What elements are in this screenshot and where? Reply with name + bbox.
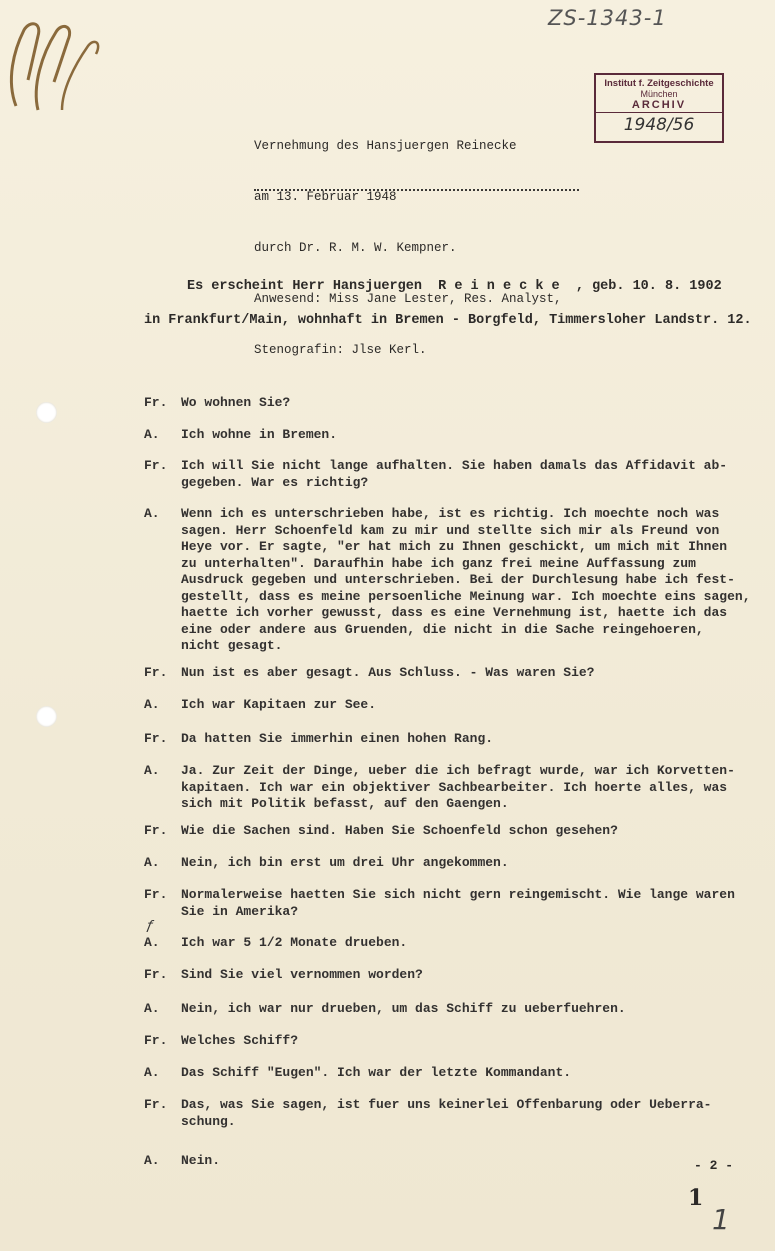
- speaker-label: A.: [144, 1001, 160, 1016]
- entry-text: Sind Sie viel vernommen worden?: [181, 967, 423, 982]
- speaker-label: Fr.: [144, 458, 168, 473]
- entry-text: Ich wohne in Bremen.: [181, 427, 338, 442]
- transcript-entry: [144, 887, 754, 920]
- transcript-entry: [144, 1001, 754, 1018]
- stamp-archive: ARCHIV: [596, 99, 722, 113]
- speaker-label: A.: [144, 1153, 160, 1168]
- speaker-label: A.: [144, 855, 160, 870]
- transcript-entry: [144, 967, 754, 984]
- transcript-entry: [144, 458, 754, 491]
- transcript-entry: [144, 1065, 754, 1082]
- next-page-marker: - 2 -: [694, 1158, 734, 1173]
- speaker-label: A.: [144, 763, 160, 778]
- speaker-label: A.: [144, 1065, 160, 1080]
- punch-hole: [36, 402, 57, 423]
- transcript-entry: [144, 395, 754, 412]
- speaker-label: Fr.: [144, 731, 168, 746]
- entry-text: Nein, ich bin erst um drei Uhr angekommen.: [181, 855, 509, 870]
- header-line: Stenografin: Jlse Kerl.: [254, 343, 427, 357]
- transcript-entry: [144, 935, 754, 952]
- entry-text: Ja. Zur Zeit der Dinge, ueber die ich befragt wurde, war ich Korvetten- kapitaen. Ich war ein objektiver Sachbearbeiter. Ich hoerte alles, was sich mit Politik befasst, auf den Gaengen.: [181, 763, 735, 811]
- header-line: am 13. Februar 1948: [254, 190, 397, 204]
- speaker-label: Fr.: [144, 823, 168, 838]
- entry-text: Ich will Sie nicht lange aufhalten. Sie haben damals das Affidavit ab- gegeben. War es richtig?: [181, 458, 728, 490]
- punch-hole: [36, 706, 57, 727]
- transcript-entry: [144, 1033, 754, 1050]
- speaker-label: Fr.: [144, 967, 168, 982]
- entry-text: Nein.: [181, 1153, 221, 1168]
- archive-stamp: [594, 73, 724, 143]
- speaker-label: Fr.: [144, 1033, 168, 1048]
- speaker-label: Fr.: [144, 395, 168, 410]
- transcript-entry: [144, 763, 754, 813]
- header-underline: [254, 189, 579, 191]
- transcript-entry: [144, 697, 754, 714]
- entry-text: Ich war 5 1/2 Monate drueben.: [181, 935, 408, 950]
- entry-text: Das Schiff "Eugen". Ich war der letzte Kommandant.: [181, 1065, 572, 1080]
- entry-text: Wo wohnen Sie?: [181, 395, 291, 410]
- header-line: durch Dr. R. M. W. Kempner.: [254, 241, 457, 255]
- entry-text: Nun ist es aber gesagt. Aus Schluss. - Was waren Sie?: [181, 665, 595, 680]
- entry-text: Normalerweise haetten Sie sich nicht gern reingemischt. Wie lange waren Sie in Amerika?: [181, 887, 735, 919]
- pen-folio-number: 1: [712, 1203, 730, 1236]
- catalog-number: ZS-1343-1: [548, 6, 667, 30]
- transcript-entry: [144, 1097, 754, 1130]
- speaker-label: A.: [144, 935, 160, 950]
- header-line: Vernehmung des Hansjuergen Reinecke: [254, 139, 517, 153]
- folio-number: 1: [688, 1185, 704, 1211]
- intro-line-1: Es erscheint Herr Hansjuergen R e i n e c k e , geb. 10. 8. 1902: [187, 279, 722, 294]
- entry-text: Wenn ich es unterschrieben habe, ist es richtig. Ich moechte noch was sagen. Herr Schoenfeld kam zu mir und stellte sich mir als Freund von Heye vor. Er sagte, "er hat mich zu Ihnen geschickt, um mich mit Ihnen zu unterhalten". Daraufhin habe ich ganz frei meine Auffassung zum Ausdruck gegeben und unterschrieben. Bei der Durchlesung habe ich fest- gestellt, dass es meine persoenliche Meinung war. Ich moechte eins sagen, haette ich vorher gewusst, dass es eine Vernehmung ist, haette ich das eine oder andere aus Gruenden, die nicht in die Sache reingehoeren, nicht gesagt.: [181, 506, 751, 653]
- entry-text: Das, was Sie sagen, ist fuer uns keinerlei Offenbarung oder Ueberra- schung.: [181, 1097, 712, 1129]
- document-header: [254, 104, 562, 393]
- entry-text: Ich war Kapitaen zur See.: [181, 697, 377, 712]
- transcript-entry: [144, 1153, 754, 1170]
- speaker-label: A.: [144, 697, 160, 712]
- paperclip-icon: [2, 10, 112, 120]
- speaker-label: Fr.: [144, 887, 168, 902]
- transcript-entry: [144, 506, 754, 655]
- entry-text: Welches Schiff?: [181, 1033, 299, 1048]
- transcript-entry: [144, 823, 754, 840]
- speaker-label: A.: [144, 506, 160, 521]
- stamp-number: 1948/56: [623, 115, 695, 135]
- speaker-label: A.: [144, 427, 160, 442]
- transcript-entry: [144, 855, 754, 872]
- stamp-institute: Institut f. Zeitgeschichte: [604, 78, 714, 89]
- entry-text: Nein, ich war nur drueben, um das Schiff zu ueberfuehren.: [181, 1001, 626, 1016]
- entry-text: Wie die Sachen sind. Haben Sie Schoenfeld schon gesehen?: [181, 823, 618, 838]
- intro-line-2: in Frankfurt/Main, wohnhaft in Bremen - Borgfeld, Timmersloher Landstr. 12.: [144, 313, 752, 328]
- speaker-label: Fr.: [144, 665, 168, 680]
- transcript-entry: [144, 427, 754, 444]
- margin-mark-icon: ƒ: [146, 918, 155, 934]
- stamp-city: München: [640, 89, 678, 99]
- speaker-label: Fr.: [144, 1097, 168, 1112]
- transcript-entry: [144, 731, 754, 748]
- transcript-entry: [144, 665, 754, 682]
- header-line: Anwesend: Miss Jane Lester, Res. Analyst,: [254, 292, 562, 306]
- entry-text: Da hatten Sie immerhin einen hohen Rang.: [181, 731, 494, 746]
